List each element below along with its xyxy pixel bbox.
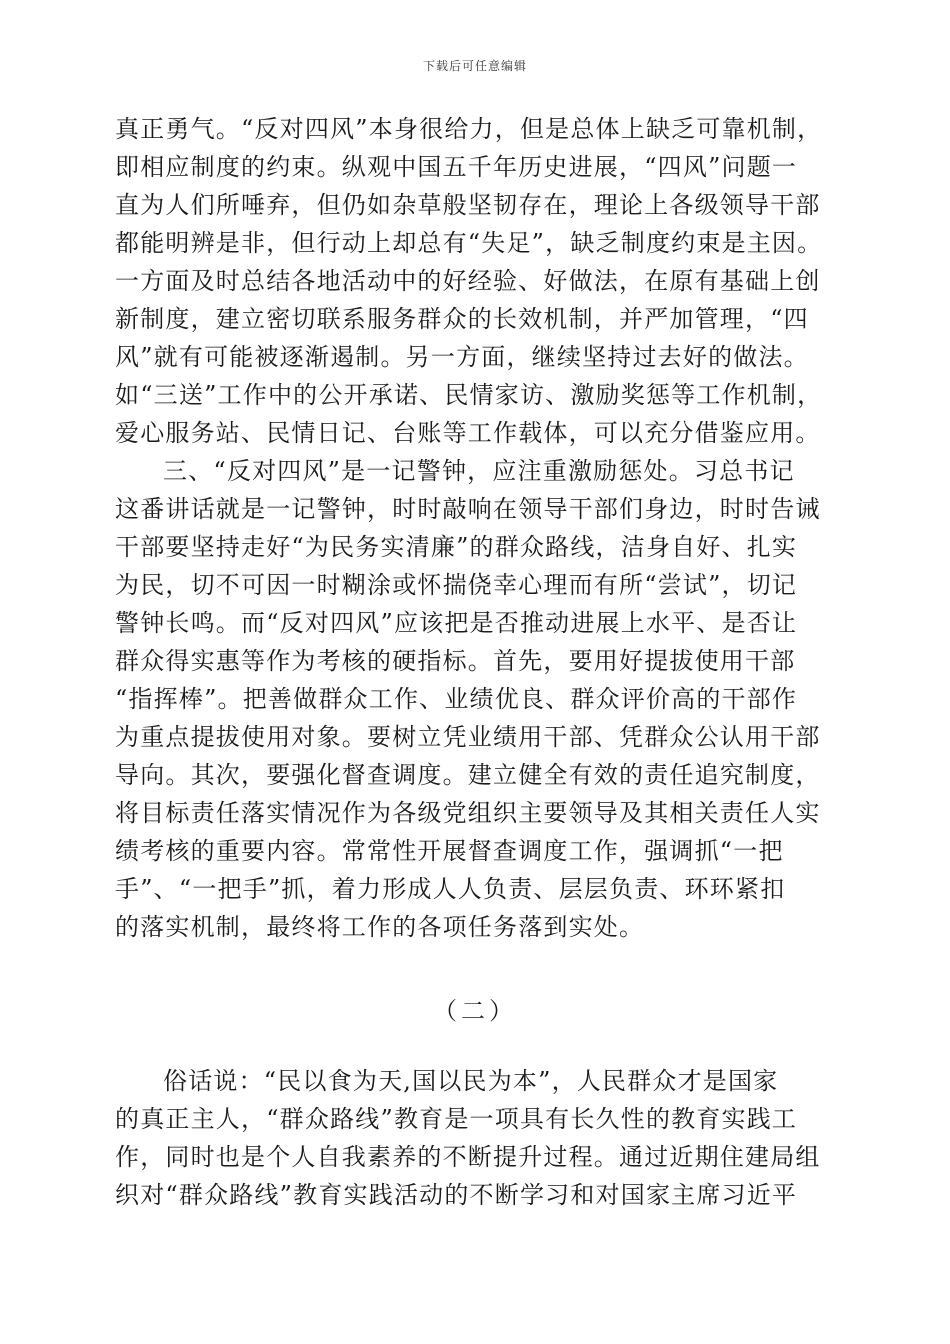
body-text-section-1 [115,110,839,946]
text-line: 真正勇气。“反对四风”本身很给力，但是总体上缺乏可靠机制， [115,115,823,143]
text-line: 的落实机制，最终将工作的各项任务落到实处。 [115,913,645,941]
text-line: 直为人们所唾弃，但仍如杂草般坚韧存在，理论上各级领导干部 [115,191,821,219]
text-line: 这番讲话就是一记警钟，时时敲响在领导干部们身边，时时告诫 [115,495,821,523]
text-line: 爱心服务站、民情日记、台账等工作载体，可以充分借鉴应用。 [115,419,821,447]
text-line: 绩考核的重要内容。常常性开展督查调度工作，强调抓“一把 [115,837,784,865]
text-line: 手”、“一把手”抓，着力形成人人负责、层层负责、环环紧扣 [115,875,786,903]
text-line: 一方面及时总结各地活动中的好经验、好做法，在原有基础上创 [115,267,821,295]
text-line: 织对“群众路线”教育实践活动的不断学习和对国家主席习近平 [115,1181,798,1209]
paragraph-start-line: 俗话说：“民以食为天,国以民为本”，人民群众才是国家 [163,1067,779,1095]
paragraph-start-line: 三、“反对四风”是一记警钟，应注重激励惩处。习总书记 [163,457,795,485]
text-line: 群众得实惠等作为考核的硬指标。首先，要用好提拔使用干部 [115,647,796,675]
page-header-note: 下载后可任意编辑 [422,59,527,73]
text-line: 干部要坚持走好“为民务实清廉”的群众路线，洁身自好、扎实 [115,533,798,561]
text-line: 作，同时也是个人自我素养的不断提升过程。通过近期住建局组 [115,1143,821,1171]
text-line: 风”就有可能被逐渐遏制。另一方面，继续坚持过去好的做法。 [115,343,809,371]
body-text-section-2 [115,1062,839,1214]
text-line: 新制度，建立密切联系服务群众的长效机制，并严加管理，“四 [115,305,809,333]
text-line: 为重点提拔使用对象。要树立凭业绩用干部、凭群众公认用干部 [115,723,821,751]
text-line: 将目标责任落实情况作为各级党组织主要领导及其相关责任人实 [115,799,821,827]
text-line: 如“三送”工作中的公开承诺、民情家访、激励奖惩等工作机制， [115,381,823,409]
text-line: “指挥棒”。把善做群众工作、业绩优良、群众评价高的干部作 [115,685,798,713]
text-line: 警钟长鸣。而“反对四风”应该把是否推动进展上水平、是否让 [115,609,798,637]
text-line: 的真正主人，“群众路线”教育是一项具有长久性的教育实践工 [115,1105,798,1133]
text-line: 导向。其次，要强化督查调度。建立健全有效的责任追究制度， [115,761,821,789]
text-line: 为民，切不可因一时糊涂或怀揣侥幸心理而有所“尝试”，切记 [115,571,798,599]
section-heading: （二） [433,997,517,1025]
text-line: 都能明辨是非，但行动上却总有“失足”，缺乏制度约束是主因。 [115,229,823,257]
text-line: 即相应制度的约束。纵观中国五千年历史进展，“四风”问题一 [115,153,798,181]
